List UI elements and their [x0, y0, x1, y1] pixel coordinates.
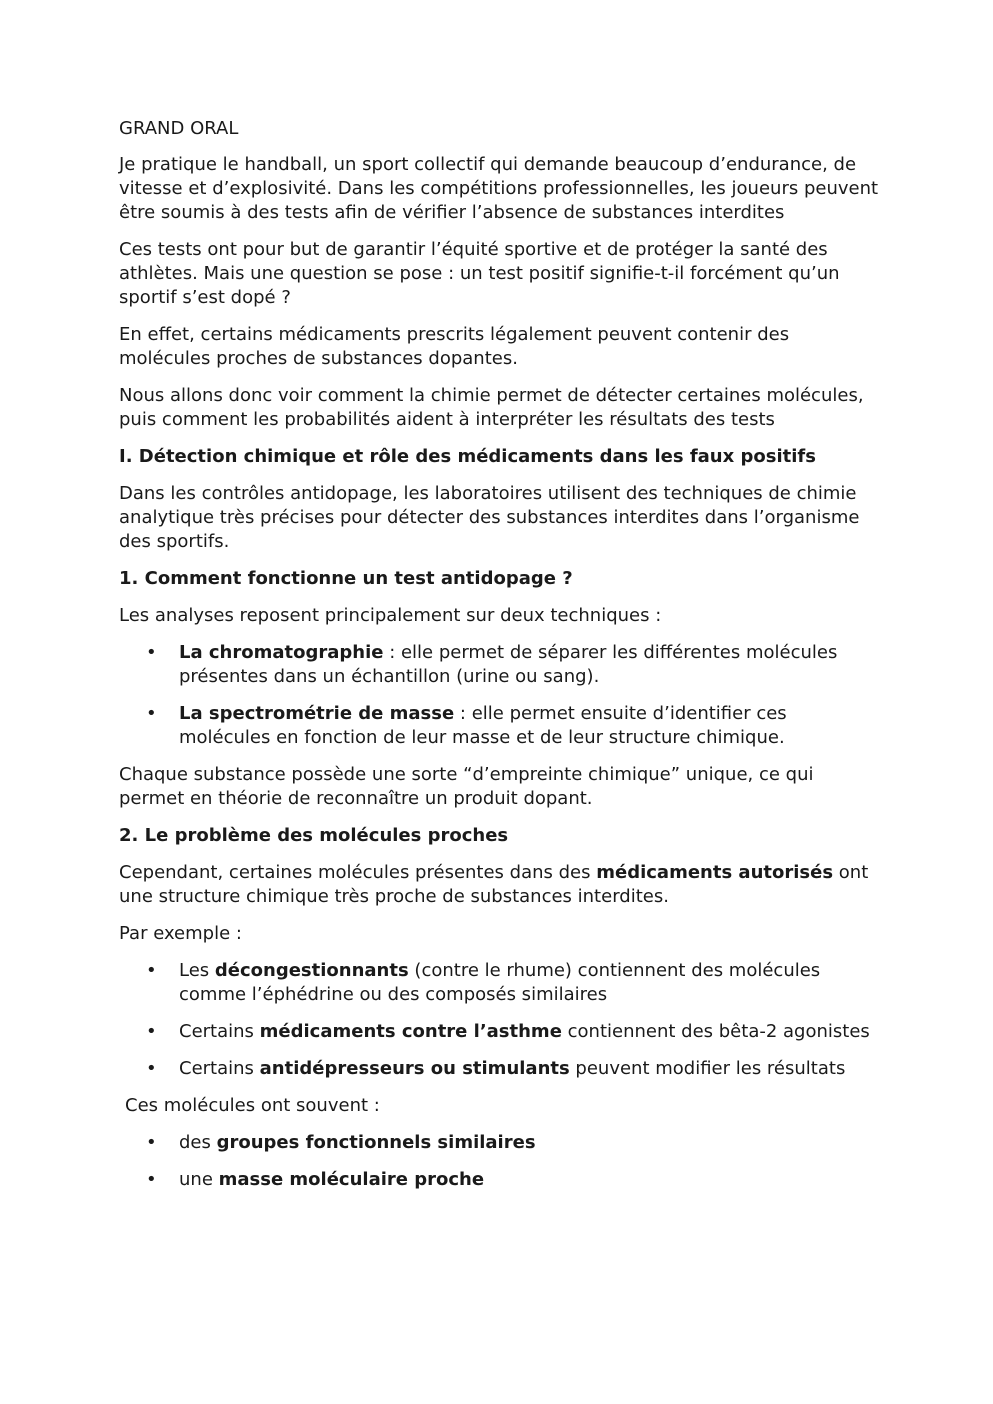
- subsection-2-heading: 2. Le problème des molécules proches: [119, 825, 509, 846]
- list-item-bold: antidépresseurs ou stimulants: [259, 1058, 570, 1079]
- intro-paragraph-1: Je pratique le handball, un sport collectif qui demande beaucoup d’endurance, de vitesse et d’explosivité. Dans les compétitions professionnelles, les joueurs peuvent être soumis à des tests afin de vérifier l’absence de substances interdites: [119, 154, 879, 223]
- list-item-bold: masse moléculaire proche: [218, 1169, 485, 1190]
- list-item-bold: La spectrométrie de masse: [179, 703, 455, 724]
- paragraph-bold: médicaments autorisés: [596, 862, 834, 883]
- list-item: [119, 1131, 879, 1155]
- list-item-bold: groupes fonctionnels similaires: [216, 1132, 536, 1153]
- bullet-icon: •: [146, 1058, 157, 1079]
- subsection-2-paragraph: [119, 861, 879, 909]
- souvent-label: Ces molécules ont souvent :: [125, 1095, 380, 1116]
- list-item-bold: décongestionnants: [214, 960, 409, 981]
- intro-paragraph-4: Nous allons donc voir comment la chimie permet de détecter certaines molécules, puis comment les probabilités aident à interpréter les résultats des tests: [119, 385, 864, 430]
- properties-list: [119, 1131, 879, 1192]
- examples-list: [119, 959, 879, 1081]
- paragraph-text: ont une structure chimique très proche de substances interdites.: [119, 862, 869, 907]
- techniques-list: [119, 641, 879, 750]
- subsection-1-intro: Les analyses reposent principalement sur deux techniques :: [119, 605, 662, 626]
- paragraph-text: Cependant, certaines molécules présentes dans des: [119, 862, 597, 883]
- bullet-icon: •: [146, 703, 157, 724]
- list-item: [119, 1057, 879, 1081]
- list-item-text: (contre le rhume) contiennent des molécules comme l’éphédrine ou des composés similaires: [179, 960, 821, 1005]
- document-title: GRAND ORAL: [119, 118, 239, 139]
- list-item-text: Certains: [179, 1058, 260, 1079]
- subsection-1-heading: 1. Comment fonctionne un test antidopage ?: [119, 568, 573, 589]
- bullet-icon: •: [146, 1021, 157, 1042]
- list-item-text: des: [179, 1132, 217, 1153]
- list-item: [119, 1020, 879, 1044]
- bullet-icon: •: [146, 1132, 157, 1153]
- list-item-text: : elle permet ensuite d’identifier ces molécules en fonction de leur masse et de leur structure chimique.: [179, 703, 787, 748]
- intro-paragraph-2: Ces tests ont pour but de garantir l’équité sportive et de protéger la santé des athlètes. Mais une question se pose : un test positif signifie-t-il forcément qu’un sportif s’est dopé ?: [119, 239, 840, 308]
- list-item-text: Certains: [179, 1021, 260, 1042]
- intro-paragraph-3: En effet, certains médicaments prescrits légalement peuvent contenir des molécules proches de substances dopantes.: [119, 324, 790, 369]
- list-item: [119, 1168, 879, 1192]
- bullet-icon: •: [146, 642, 157, 663]
- list-item: [119, 702, 879, 750]
- document-page: [119, 117, 879, 1205]
- list-item-text: une: [179, 1169, 219, 1190]
- bullet-icon: •: [146, 1169, 157, 1190]
- list-item: [119, 641, 879, 689]
- section-1-heading: I. Détection chimique et rôle des médicaments dans les faux positifs: [119, 446, 816, 467]
- subsection-1-conclusion: Chaque substance possède une sorte “d’empreinte chimique” unique, ce qui permet en théorie de reconnaître un produit dopant.: [119, 764, 814, 809]
- list-item: [119, 959, 879, 1007]
- bullet-icon: •: [146, 960, 157, 981]
- section-1-paragraph: Dans les contrôles antidopage, les laboratoires utilisent des techniques de chimie analytique très précises pour détecter des substances interdites dans l’organisme des sportifs.: [119, 483, 860, 552]
- list-item-text: : elle permet de séparer les différentes molécules présentes dans un échantillon (urine ou sang).: [179, 642, 838, 687]
- list-item-text: peuvent modifier les résultats: [569, 1058, 846, 1079]
- list-item-text: Les: [179, 960, 215, 981]
- list-item-bold: La chromatographie: [179, 642, 384, 663]
- list-item-bold: médicaments contre l’asthme: [259, 1021, 562, 1042]
- list-item-text: contiennent des bêta-2 agonistes: [561, 1021, 870, 1042]
- example-label: Par exemple :: [119, 923, 242, 944]
